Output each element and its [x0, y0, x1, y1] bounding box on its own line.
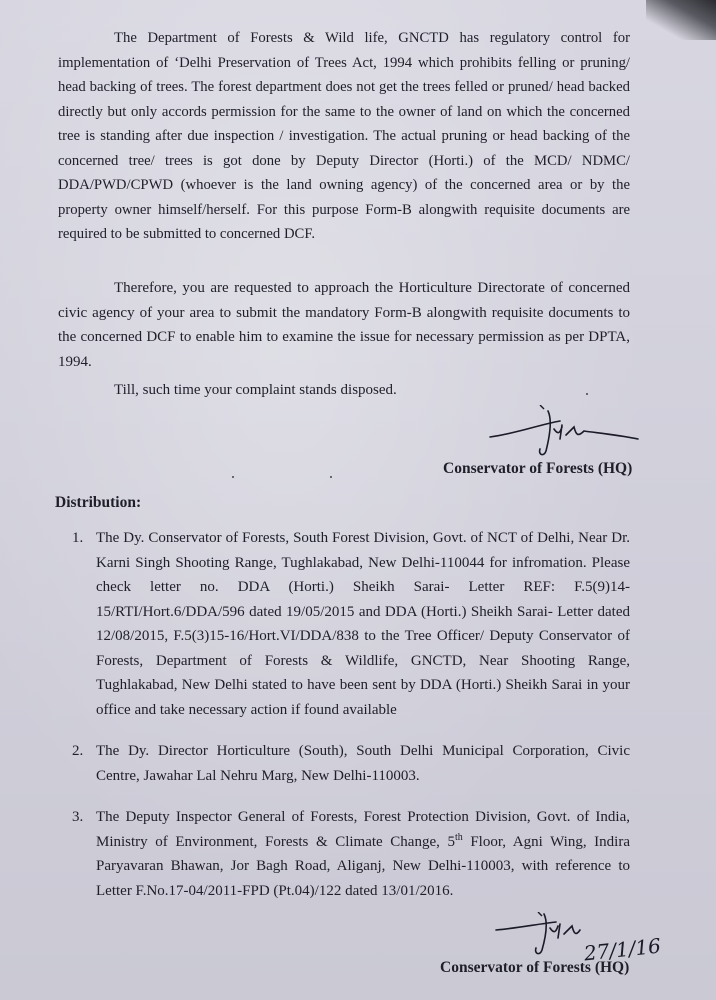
page-corner-shadow [646, 0, 716, 40]
item-text-end: Floor, Agni Wing, Indira Paryavaran Bhawan, Jor Bagh Road, Aliganj, New Delhi-110003, with reference to Letter F.No.17-04/2011-FPD (Pt.04)/122 dated 13/01/2016. [96, 833, 630, 899]
item-text: The Dy. Director Horticulture (South), South Delhi Municipal Corporation, Civic Centre, Jawahar Lal Nehru Marg, New Delhi-110003. [96, 743, 630, 784]
signature-1 [488, 405, 688, 465]
signature-date: 27/1/16 [582, 933, 662, 966]
item-number: 3. [72, 809, 84, 825]
paragraph-regulatory-control: The Department of Forests & Wild life, GNCTD has regulatory control for implementation of ‘Delhi Preservation of Trees Act, 1994 which prohibits felling or pruning/ head backing of trees. The forest department does not get the trees felled or pruned/ head backed directly but only accords permission for the same to the owner of land on which the concerned tree is standing after due inspection / investigation. The actual pruning or head backing of the concerned tree/ trees is got done by Deputy Director (Horti.) of the MCD/ NDMC/ DDA/PWD/CPWD (whoever is the land owning agency) of the concerned area or by the property owner himself/herself. For this purpose Form-B alongwith requisite documents are required to be submitted to concerned DCF. [58, 30, 630, 242]
paragraph-request: Therefore, you are requested to approach the Horticulture Directorate of concerned civic agency of your area to submit the mandatory Form-B alongwith requisite documents to the concerned DCF to enable him to examine the issue for necessary permission as per DPTA, 1994. [58, 280, 630, 370]
distribution-item [58, 805, 630, 903]
distribution-heading: Distribution: [55, 494, 142, 511]
paragraph-disposal: Till, such time your complaint stands disposed. [114, 382, 397, 398]
item-text: The Dy. Conservator of Forests, South Forest Division, Govt. of NCT of Delhi, Near Dr. Karni Singh Shooting Range, Tughlakabad, New Delhi-110044 for infromation. Please check letter no. DDA (Horti.) Sheikh Sarai- Letter REF: F.5(9)14-15/RTI/Hort.6/DDA/596 dated 19/05/2015 and DDA (Horti.) Sheikh Sarai- Letter dated 12/08/2015, F.5(3)15-16/Hort.VI/DDA/838 to the Tree Officer/ Deputy Conservator of Forests, Department of Forests & Wildlife, GNCTD, Near Shooting Range, Tughlakabad, New Delhi stated to have been sent by DDA (Horti.) Sheikh Sarai in your office and take necessary action if found available [96, 530, 630, 718]
item-number: 1. [72, 530, 84, 546]
speck [586, 393, 588, 395]
item-number: 2. [72, 743, 84, 759]
speck [330, 476, 332, 478]
item-text-start: The Deputy Inspector General of Forests, Forest Protection Division, Govt. of India, Ministry of Environment, Forests & Climate Change, 5 [96, 809, 630, 850]
distribution-item [58, 739, 630, 788]
speck [232, 476, 234, 478]
ordinal-suffix: th [454, 831, 463, 843]
distribution-list [58, 526, 630, 903]
signatory-title-2: Conservator of Forests (HQ) [440, 959, 630, 976]
signatory-title-1: Conservator of Forests (HQ) [443, 460, 633, 477]
distribution-item [58, 526, 630, 722]
